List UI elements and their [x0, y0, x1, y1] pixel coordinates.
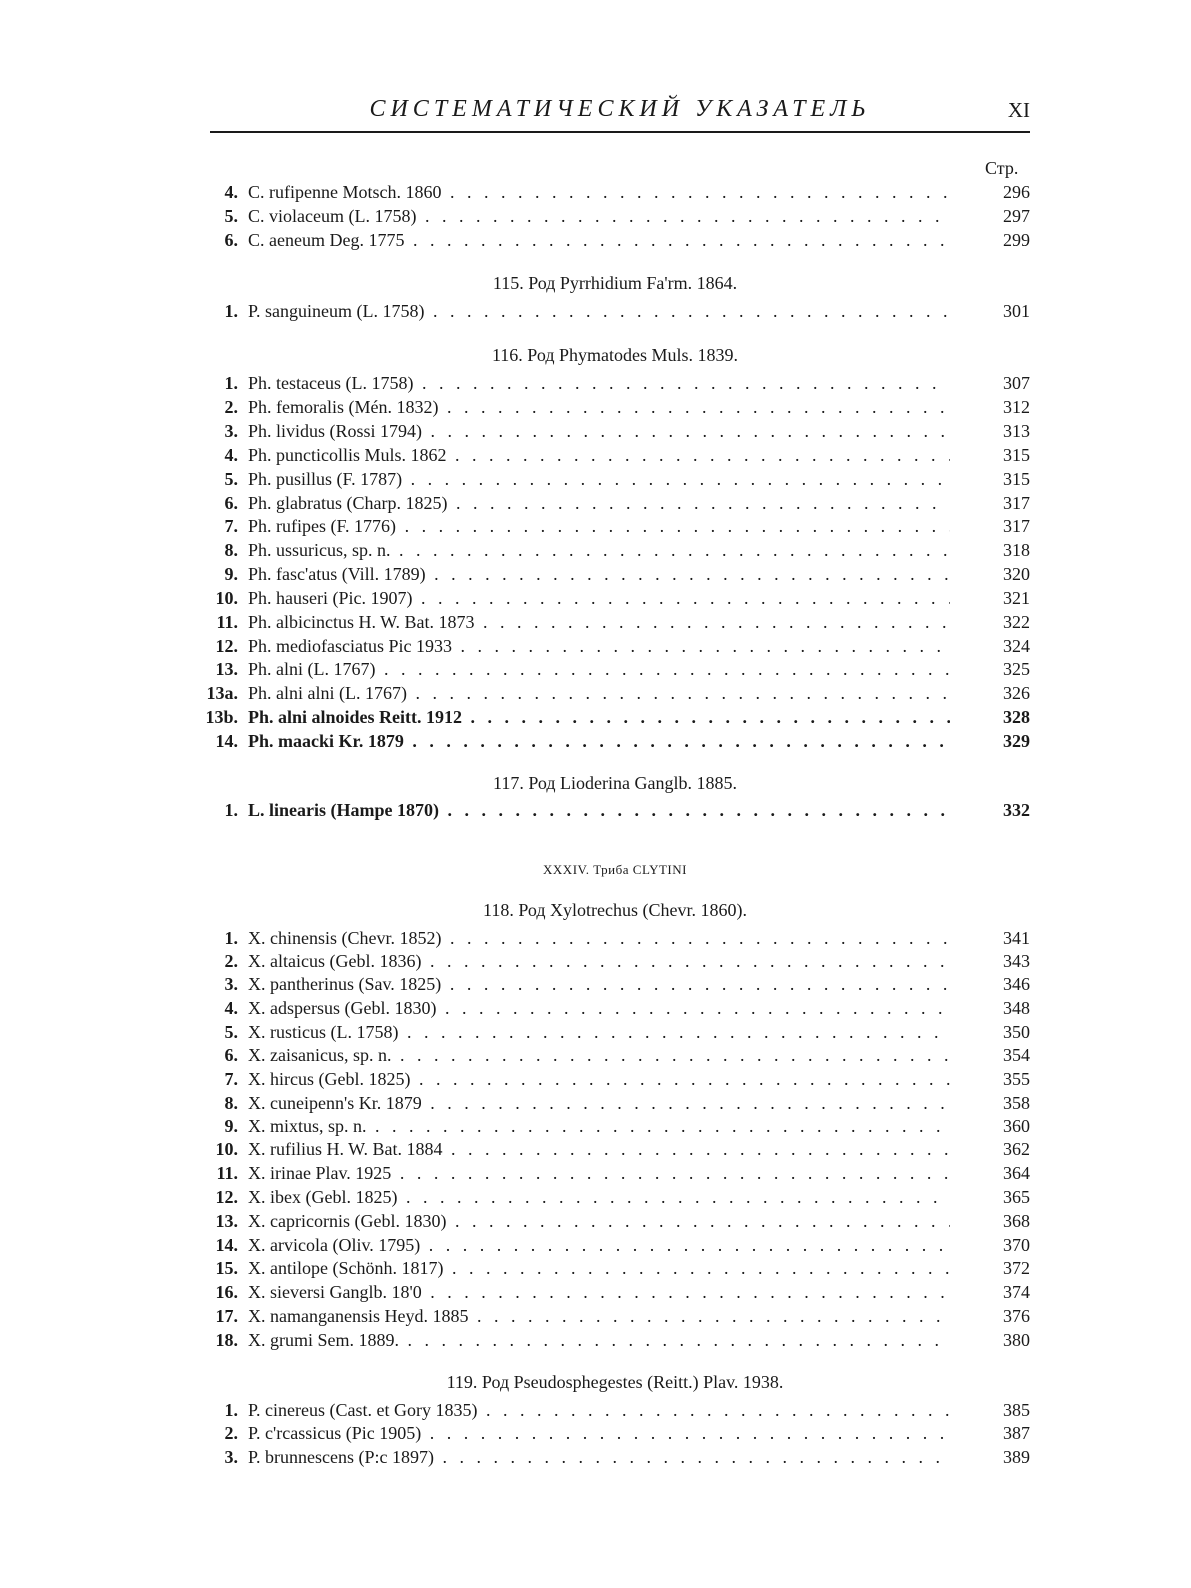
index-entry: 2. P. c'rcassicus (Pic 1905) . . . 387 — [200, 1421, 1030, 1445]
index-entry: 11. X. irinae Plav. 1925 . . . 364 — [200, 1161, 1030, 1185]
genus-heading: 118. Род Xylotrechus (Chevr. 1860). — [483, 900, 747, 920]
index-entry: 9. X. mixtus, sp. n. . . . 360 — [200, 1114, 1030, 1138]
index-entry: 6. Ph. glabratus (Charp. 1825) . . . 317 — [200, 491, 1030, 515]
index-entry: 1. Ph. testaceus (L. 1758) . . . 307 — [200, 371, 1030, 395]
index-entry: 3. P. brunnescens (P:c 1897) . . . 389 — [200, 1445, 1030, 1469]
index-entry: 13a. Ph. alni alni (L. 1767) . . . 326 — [200, 681, 1030, 705]
index-entry: 1. X. chinensis (Chevr. 1852) . . . 341 — [200, 926, 1030, 950]
index-entry: 4. X. adspersus (Gebl. 1830) . . . 348 — [200, 996, 1030, 1020]
page-column-header: Стр. — [985, 158, 1019, 178]
index-entry: 10. Ph. hauseri (Pic. 1907) . . . 321 — [200, 586, 1030, 610]
index-entry: 18. X. grumi Sem. 1889. . . . 380 — [200, 1328, 1030, 1352]
index-entry: 17. X. namanganensis Heyd. 1885 . . . 376 — [200, 1304, 1030, 1328]
page-number: XI — [1007, 98, 1030, 122]
index-entry: 6. C. aeneum Deg. 1775 . . . 299 — [200, 228, 1030, 252]
index-entry: 13b. Ph. alni alnoides Reitt. 1912 . . . 328 — [200, 705, 1030, 729]
genus-heading: 119. Род Pseudosphegestes (Reitt.) Plav. 1938. — [446, 1372, 784, 1392]
header-rule — [210, 131, 1030, 133]
index-entry: 3. Ph. lividus (Rossi 1794) . . . 313 — [200, 419, 1030, 443]
index-entry: 8. Ph. ussuricus, sp. n. . . . 318 — [200, 538, 1030, 562]
index-entry: 1. P. cinereus (Cast. et Gory 1835) . . . 385 — [200, 1398, 1030, 1422]
index-entry: 13. X. capricornis (Gebl. 1830) . . . 368 — [200, 1209, 1030, 1233]
index-entry: 5. Ph. pusillus (F. 1787) . . . 315 — [200, 467, 1030, 491]
genus-heading: 115. Род Pyrrhidium Fa'rm. 1864. — [492, 273, 738, 293]
index-entry: 15. X. antilope (Schönh. 1817) . . . 372 — [200, 1256, 1030, 1280]
index-entry: 4. C. rufipenne Motsch. 1860 . . . 296 — [200, 180, 1030, 204]
page-title: СИСТЕМАТИЧЕСКИЙ УКАЗАТЕЛЬ — [369, 96, 871, 122]
index-entry: 7. X. hircus (Gebl. 1825) . . . 355 — [200, 1067, 1030, 1091]
index-entry: 5. X. rusticus (L. 1758) . . . 350 — [200, 1020, 1030, 1044]
index-entry: 14. Ph. maacki Kr. 1879 . . . 329 — [200, 729, 1030, 753]
index-entry: 2. Ph. femoralis (Mén. 1832) . . . 312 — [200, 395, 1030, 419]
index-entry: 1. P. sanguineum (L. 1758) . . . 301 — [200, 299, 1030, 323]
index-entry: 8. X. cuneipenn's Kr. 1879 . . . 358 — [200, 1091, 1030, 1115]
index-entry: 5. C. violaceum (L. 1758) . . . 297 — [200, 204, 1030, 228]
index-entry: 12. X. ibex (Gebl. 1825) . . . 365 — [200, 1185, 1030, 1209]
index-entry: 7. Ph. rufipes (F. 1776) . . . 317 — [200, 514, 1030, 538]
genus-heading: 116. Род Phymatodes Muls. 1839. — [491, 345, 739, 365]
index-entry: 16. X. sieversi Ganglb. 18'0 . . . 374 — [200, 1280, 1030, 1304]
running-header — [210, 96, 1030, 132]
index-entry: 1. L. linearis (Hampe 1870) . . . 332 — [200, 798, 1030, 822]
index-entry: 12. Ph. mediofasciatus Pic 1933 . . . 324 — [200, 634, 1030, 658]
index-entry: 6. X. zaisanicus, sp. n. . . . 354 — [200, 1043, 1030, 1067]
tribe-heading: XXXIV. Триба CLYTINI — [543, 862, 687, 877]
index-entry: 2. X. altaicus (Gebl. 1836) . . . 343 — [200, 949, 1030, 973]
genus-heading: 117. Род Lioderina Ganglb. 1885. — [493, 773, 737, 793]
index-entry: 3. X. pantherinus (Sav. 1825) . . . 346 — [200, 972, 1030, 996]
index-entry: 9. Ph. fasc'atus (Vill. 1789) . . . 320 — [200, 562, 1030, 586]
index-entry: 13. Ph. alni (L. 1767) . . . 325 — [200, 657, 1030, 681]
index-entry: 11. Ph. albicinctus H. W. Bat. 1873 . . . 322 — [200, 610, 1030, 634]
index-entry: 10. X. rufilius H. W. Bat. 1884 . . . 362 — [200, 1137, 1030, 1161]
index-entry: 4. Ph. puncticollis Muls. 1862 . . . 315 — [200, 443, 1030, 467]
index-entry: 14. X. arvicola (Oliv. 1795) . . . 370 — [200, 1233, 1030, 1257]
